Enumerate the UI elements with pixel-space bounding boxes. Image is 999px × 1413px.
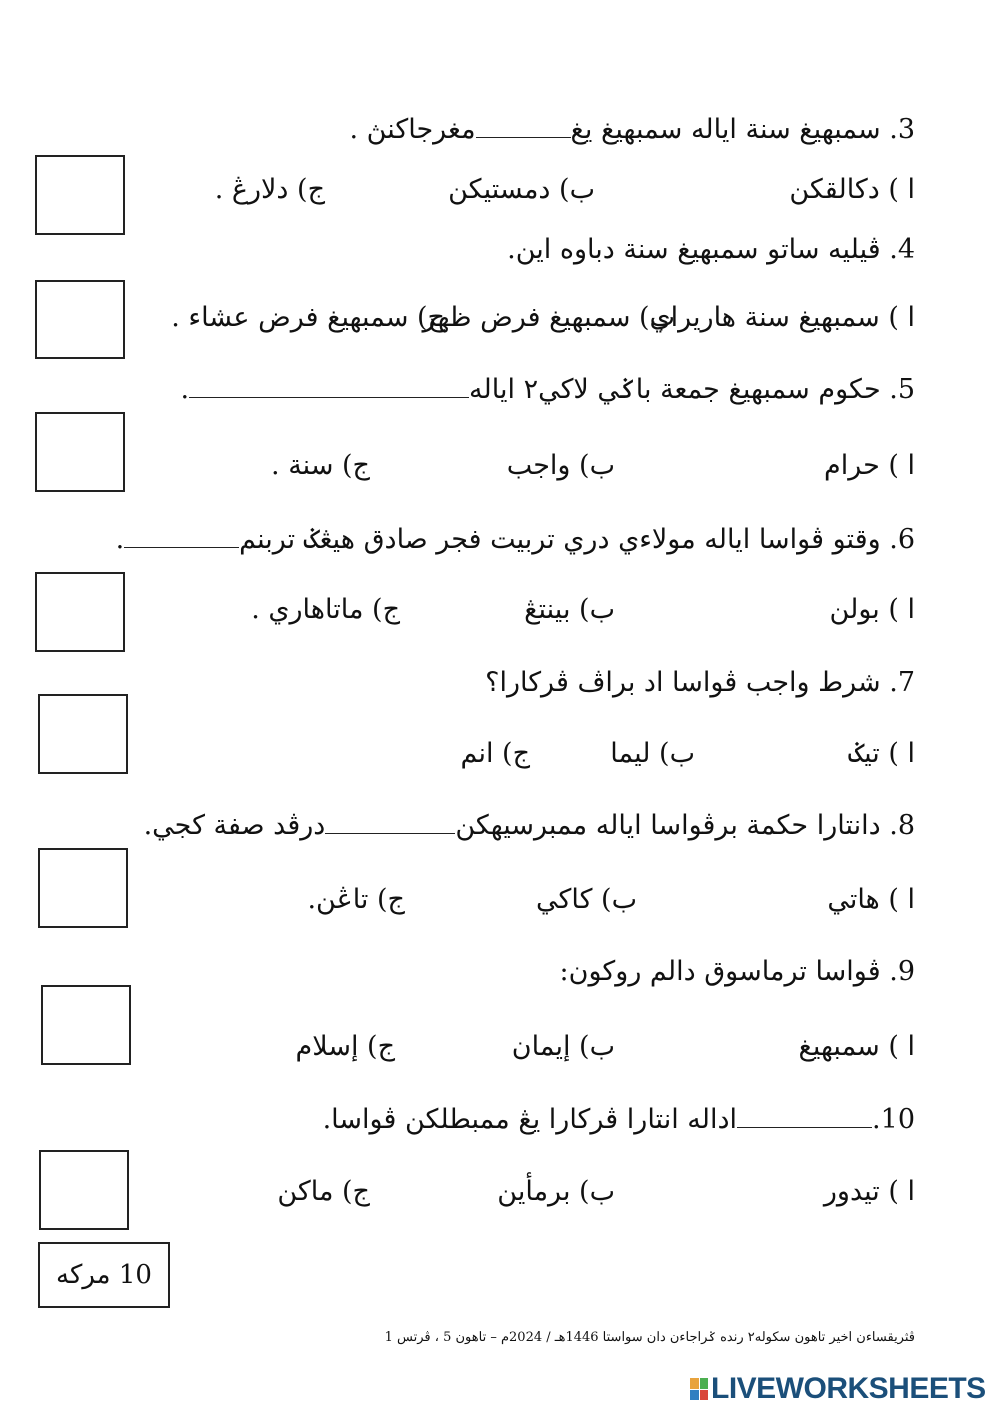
question-8	[144, 806, 915, 846]
question-8-text: 8. دانتارا حکمة برڤواسا اياله ممبرسيهکن	[455, 810, 915, 841]
option-c[interactable]: ج) إسلام	[295, 1031, 395, 1062]
question-5	[180, 370, 915, 410]
answer-box-8[interactable]	[38, 848, 128, 928]
question-9	[560, 952, 915, 992]
liveworksheets-logo	[690, 1374, 990, 1404]
answer-blank[interactable]	[737, 1103, 872, 1128]
option-b[interactable]: ب) واجب	[506, 450, 615, 481]
answer-box-9[interactable]	[41, 985, 131, 1065]
option-b[interactable]: ب) دمستيکن	[448, 174, 595, 205]
question-6-text-end: .	[115, 524, 125, 555]
option-a[interactable]: ا ) دکالقکن	[789, 174, 915, 205]
answer-box-4[interactable]	[35, 280, 125, 359]
option-a[interactable]: ا ) سمبهيغ سنة هاريراي	[649, 302, 915, 333]
footer-text: ڤثريقساءن اخير تاهون سکوله٢ رنده ݢراجاءن دان سواستا 1446هـ / 2024م – تاهون 5 ، ڤرتس 1	[384, 1330, 915, 1345]
answer-blank[interactable]	[325, 809, 455, 834]
option-a[interactable]: ا ) تيدور	[823, 1176, 915, 1207]
option-b[interactable]: ب) بينتڠ	[524, 594, 615, 625]
answer-box-7[interactable]	[38, 694, 128, 774]
option-a[interactable]: ا ) حرام	[823, 450, 915, 481]
question-8-text-end: درڤد صفة کجي.	[143, 810, 326, 841]
question-4-options	[135, 298, 915, 338]
question-10	[323, 1100, 915, 1140]
question-10-text-end: اداله انتارا ڤرکارا يڠ ممبطلکن ڤواسا.	[322, 1104, 738, 1135]
option-a[interactable]: ا ) بولن	[829, 594, 915, 625]
option-b[interactable]: ب) سمبهيغ فرض ظهر	[422, 302, 675, 333]
question-9-options	[135, 1027, 915, 1067]
logo-icon	[690, 1378, 708, 1400]
question-8-options	[135, 880, 915, 920]
option-a[interactable]: ا ) تيݢ	[848, 738, 915, 769]
question-3-text: 3. سمبهيغ سنة اياله سمبهيغ يغ	[570, 114, 915, 145]
option-c[interactable]: ج) انم	[460, 738, 530, 769]
question-7-options	[135, 734, 915, 774]
question-6-text: 6. وقتو ڤواسا اياله مولاءي دري تربيت فجر صادق هيڠݢ تربنم	[239, 524, 915, 555]
option-a[interactable]: ا ) هاتي	[827, 884, 915, 915]
option-c[interactable]: ج) سنة .	[271, 450, 370, 481]
option-c[interactable]: ج) دلارڠ .	[214, 174, 325, 205]
question-5-text-end: .	[180, 374, 190, 405]
answer-blank[interactable]	[476, 113, 571, 138]
option-b[interactable]: ب) برمأين	[497, 1176, 615, 1207]
answer-box-10[interactable]	[39, 1150, 129, 1230]
option-b[interactable]: ب) إيمان	[511, 1031, 615, 1062]
answer-blank[interactable]	[189, 373, 469, 398]
question-10-text: 10.	[872, 1104, 915, 1135]
question-4-text: 4. ڤيليه ساتو سمبهيغ سنة دباوه اين.	[507, 234, 915, 265]
score-box: 10 مرکه	[38, 1242, 170, 1308]
answer-box-6[interactable]	[35, 572, 125, 652]
option-c[interactable]: ج) تاڠن.	[307, 884, 405, 915]
question-4	[507, 230, 915, 270]
question-9-text: 9. ڤواسا ترماسوق دالم روکون:	[559, 956, 915, 987]
question-7-text: 7. شرط واجب ڤواسا اد براڤ ڤرکارا؟	[485, 667, 915, 698]
question-3-options	[135, 170, 915, 210]
question-10-options	[135, 1172, 915, 1212]
question-6-options	[135, 590, 915, 630]
option-c[interactable]: ج) ماکن	[277, 1176, 370, 1207]
answer-box-5[interactable]	[35, 412, 125, 492]
question-7	[485, 663, 915, 703]
option-c[interactable]: ج) سمبهيغ فرض عشاء .	[171, 302, 445, 333]
question-3-text-end: مغرجاکنڽ .	[349, 114, 476, 145]
logo-text: LIVEWORKSHEETS	[711, 1372, 986, 1405]
question-5-options	[135, 446, 915, 486]
question-3	[350, 110, 915, 150]
question-5-text: 5. حکوم سمبهيغ جمعة باݢي لاکي٢ اياله	[469, 374, 915, 405]
option-c[interactable]: ج) ماتاهاري .	[251, 594, 400, 625]
answer-box-3[interactable]	[35, 155, 125, 235]
question-6	[116, 520, 915, 560]
option-b[interactable]: ب) کاکي	[536, 884, 637, 915]
answer-blank[interactable]	[124, 523, 239, 548]
option-a[interactable]: ا ) سمبهيغ	[798, 1031, 915, 1062]
option-b[interactable]: ب) ليما	[610, 738, 695, 769]
